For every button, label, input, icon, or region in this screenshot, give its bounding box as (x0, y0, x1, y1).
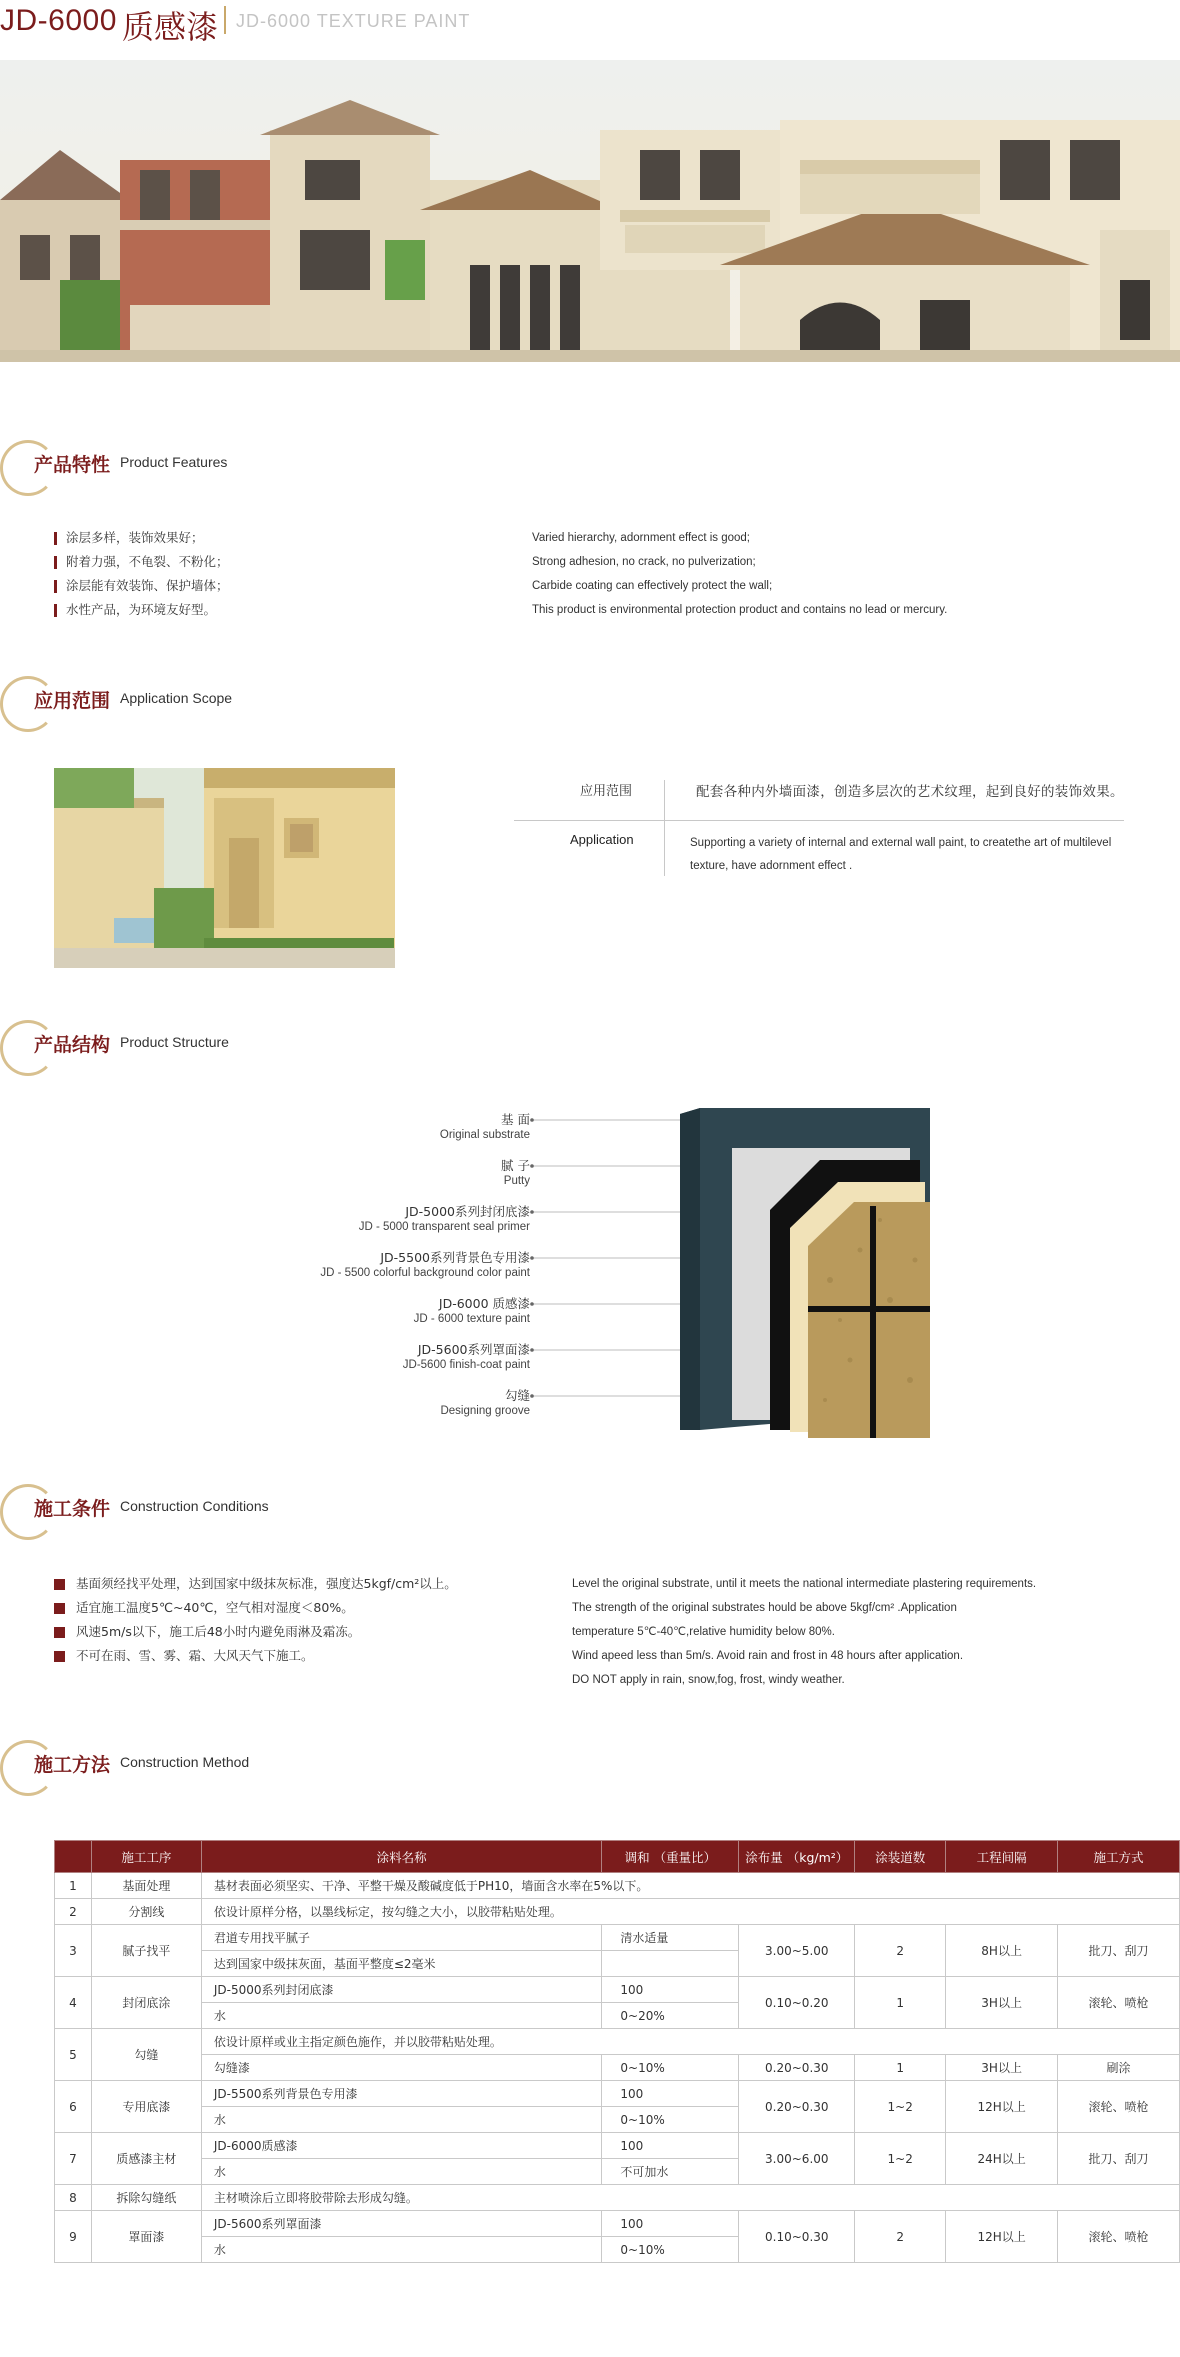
list-item: Varied hierarchy, adornment effect is good; (532, 532, 750, 544)
table-row: 水 不可加水 (55, 2159, 1180, 2185)
list-item: 水性产品，为环境友好型。 (54, 598, 229, 622)
product-title-en: JD-6000 TEXTURE PAINT (236, 11, 471, 31)
table-row: 1 基面处理 基材表面必须坚实、干净、平整干燥及酸碱度低于PH10，墙面含水率在5%以下。 (55, 1873, 1180, 1899)
section-title-zh: 施工条件 (34, 1498, 111, 1520)
layer-label: JD-5500系列背景色专用漆 JD - 5500 colorful background color paint (320, 1250, 530, 1279)
list-item: Wind apeed less than 5m/s. Avoid rain and frost in 48 hours after application. (572, 1650, 964, 1662)
layer-label: 基 面 Original substrate (439, 1112, 530, 1141)
application-table (514, 780, 1124, 876)
table-row: 7 质感漆主材 JD-6000质感漆 100 3.00~6.00 1~2 24H以上 批刀、刮刀 (55, 2133, 1180, 2159)
header-cell: 施工工序 (91, 1841, 201, 1873)
table-row: 水 0~10% (55, 2107, 1180, 2133)
product-model: JD-6000 (0, 4, 117, 37)
header-cell: 涂装道数 (855, 1841, 946, 1873)
header-cell: 涂料名称 (201, 1841, 602, 1873)
conditions-list-en (572, 1572, 1036, 1692)
table-header-row (55, 1841, 1180, 1873)
table-row: 5 勾缝 依设计原样或业主指定颜色施作，并以胶带粘贴处理。 (55, 2029, 1180, 2055)
villa-illustration (0, 60, 1180, 362)
section-title-en: Product Structure (120, 1034, 229, 1050)
table-divider (664, 780, 665, 876)
section-title-en: Product Features (120, 454, 228, 470)
header-cell: 施工方式 (1058, 1841, 1180, 1873)
table-row: 水 0~10% (55, 2237, 1180, 2263)
list-item: The strength of the original substrates hould be above 5kgf/cm² .Application (572, 1602, 957, 1614)
section-title-zh: 应用范围 (34, 690, 111, 712)
application-label-zh: 应用范围 (580, 784, 633, 799)
layer-label: 勾缝 Designing groove (440, 1388, 530, 1417)
section-title-zh: 产品结构 (34, 1034, 111, 1056)
section-construction-conditions (0, 1484, 600, 1544)
list-item: 涂层能有效装饰、保护墙体； (54, 574, 229, 598)
section-product-structure (0, 1020, 600, 1080)
section-title-zh: 施工方法 (34, 1754, 111, 1776)
layer-label: 腻 子 Putty (501, 1158, 530, 1187)
features-list-zh (54, 526, 229, 622)
header-cell (55, 1841, 92, 1873)
application-label-en: Application (570, 832, 634, 847)
table-row: 4 封闭底涂 JD-5000系列封闭底漆 100 0.10~0.20 1 3H以上 滚轮、喷枪 (55, 1977, 1180, 2003)
list-item: Carbide coating can effectively protect the wall; (532, 580, 773, 592)
list-item: 基面须经找平处理，达到国家中级抹灰标准，强度达5kgf/cm²以上。 (54, 1572, 457, 1596)
table-divider (514, 820, 1124, 821)
table-row: 水 0~20% (55, 2003, 1180, 2029)
construction-method-table (54, 1840, 1180, 2263)
table-row: 8 拆除勾缝纸 主材喷涂后立即将胶带除去形成勾缝。 (55, 2185, 1180, 2211)
table-row: 达到国家中级抹灰面，基面平整度≤2毫米 (55, 1951, 1180, 1977)
section-title-zh: 产品特性 (34, 454, 111, 476)
table-row: 6 专用底漆 JD-5500系列背景色专用漆 100 0.20~0.30 1~2 12H以上 滚轮、喷枪 (55, 2081, 1180, 2107)
application-text-zh: 配套各种内外墙面漆，创造多层次的艺术纹理，起到良好的装饰效果。 (696, 784, 1124, 800)
product-title-zh: 质感漆 (122, 8, 219, 46)
list-item: This product is environmental protection product and contains no lead or mercury. (532, 604, 948, 616)
conditions-list-zh (54, 1572, 457, 1668)
header-cell: 工程间隔 (946, 1841, 1058, 1873)
layer-structure-diagram (520, 1100, 940, 1440)
header-cell: 调和 （重量比） (602, 1841, 739, 1873)
list-item: Strong adhesion, no crack, no pulverization; (532, 556, 756, 568)
section-application-scope (0, 676, 600, 736)
section-title-en: Construction Method (120, 1754, 250, 1770)
layer-label: JD-6000 质感漆 JD - 6000 texture paint (413, 1296, 530, 1325)
table-row: 3 腻子找平 君道专用找平腻子 清水适量 3.00~5.00 2 8H以上 批刀、刮刀 (55, 1925, 1180, 1951)
list-item: 风速5m/s以下，施工后48小时内避免雨淋及霜冻。 (54, 1620, 457, 1644)
list-item: 适宜施工温度5℃~40℃，空气相对湿度＜80%。 (54, 1596, 457, 1620)
table-row: 勾缝漆 0~10% 0.20~0.30 1 3H以上 刷涂 (55, 2055, 1180, 2081)
list-item: 不可在雨、雪、雾、霜、大风天气下施工。 (54, 1644, 457, 1668)
table-row: 9 罩面漆 JD-5600系列罩面漆 100 0.10~0.30 2 12H以上 滚轮、喷枪 (55, 2211, 1180, 2237)
list-item: DO NOT apply in rain, snow,fog, frost, windy weather. (572, 1674, 845, 1686)
list-item: 涂层多样，装饰效果好； (54, 526, 229, 550)
section-product-features (0, 440, 600, 500)
header-cell: 涂布量 （kg/m²） (739, 1841, 855, 1873)
section-title-en: Construction Conditions (120, 1498, 269, 1514)
header-divider (224, 6, 226, 34)
courtyard-illustration (54, 768, 395, 968)
layer-label: JD-5000系列封闭底漆 JD - 5000 transparent seal primer (358, 1204, 530, 1233)
hero-villa-image (0, 60, 1180, 362)
table-row: 2 分割线 依设计原样分格，以墨线标定，按勾缝之大小，以胶带粘贴处理。 (55, 1899, 1180, 1925)
application-photo (54, 768, 395, 968)
application-text-en: Supporting a variety of internal and external wall paint, to createthe art of multilevel texture, have adornment effect . (690, 837, 1112, 872)
list-item: 附着力强，不龟裂、不粉化； (54, 550, 229, 574)
layer-label: JD-5600系列罩面漆 JD-5600 finish-coat paint (402, 1342, 530, 1371)
section-construction-method (0, 1740, 600, 1800)
list-item: Level the original substrate, until it meets the national intermediate plastering requirements. (572, 1578, 1037, 1590)
page-header (0, 0, 1180, 46)
list-item: temperature 5℃-40℃,relative humidity below 80%. (572, 1626, 835, 1638)
features-list-en (532, 526, 947, 622)
section-title-en: Application Scope (120, 690, 233, 706)
